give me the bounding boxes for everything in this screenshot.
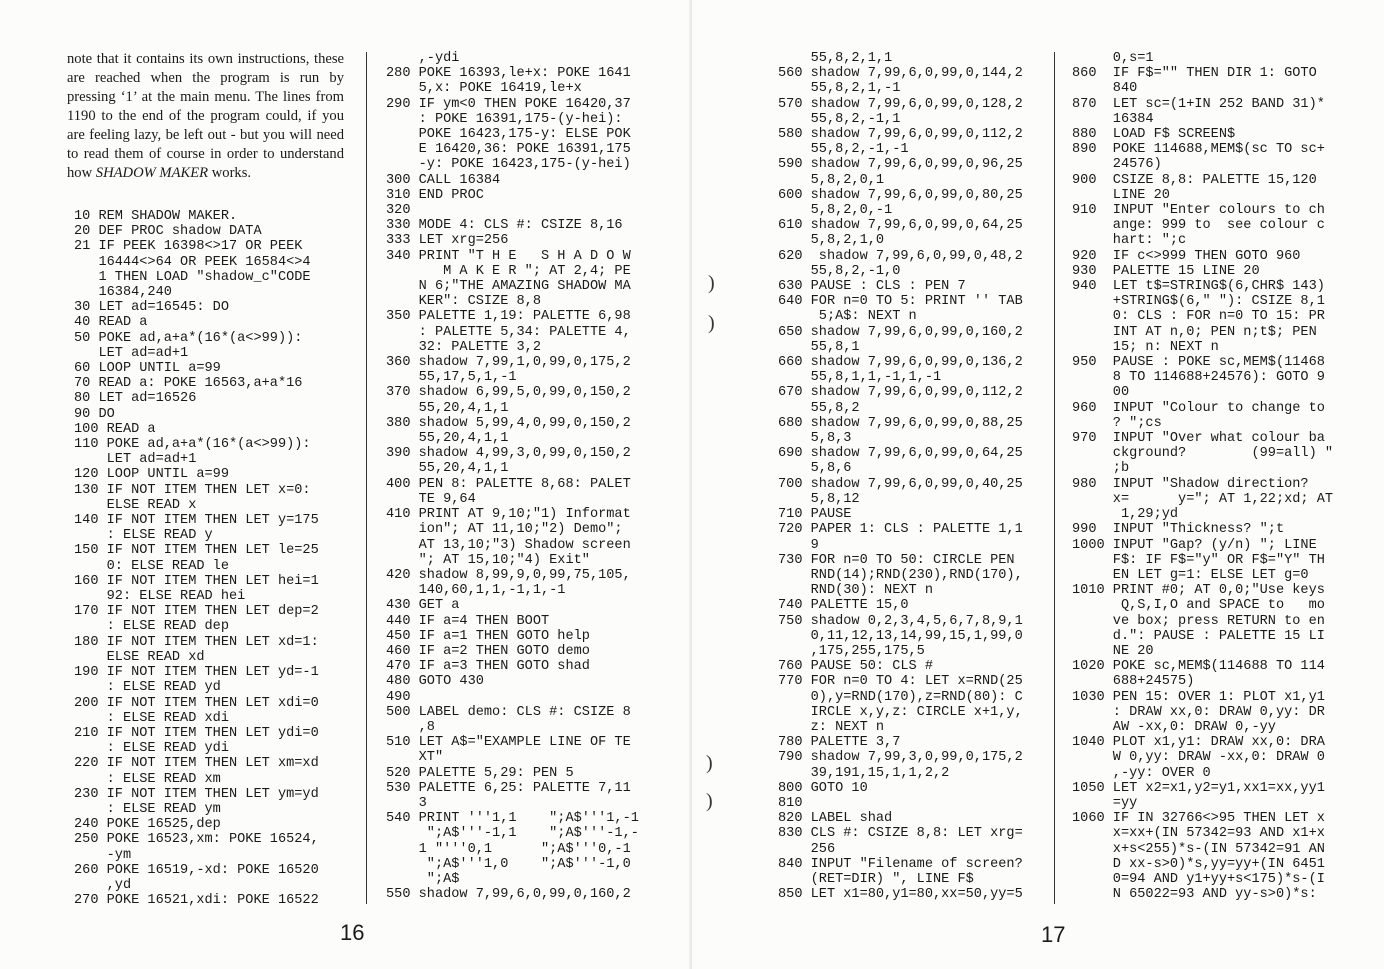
intro-text: note that it contains its own instructions, these are reached when the program is run by pressing ‘1’ at the main menu. The lines from 1190 to the end of the program could, if you are feeling lazy, be left out - but you will need to read them of course in order to understand how SHADOW MAKER works.	[67, 51, 344, 181]
left-code-column-2: ,-ydi 280 POKE 16393,le+x: POKE 1641 5,x: POKE 16419,le+x 290 IF ym<0 THEN POKE 16420,37 : POKE 16391,175-(y-hei): POKE 16423,175-y: ELSE POK E 16420,36: POKE 16391,175 -y: POKE 16423,175-(y-hei) 300 CALL 16384 310 END PROC 320 330 MODE 4: CLS #: CSIZE 8,16 333 LET xrg=256 340 PRINT "T H E S H A D O W M A K E R "; AT 2,4; PE N 6;"THE AMAZING SHADOW MA KER": CSIZE 8,8 350 PALETTE 1,19: PALETTE 6,98 : PALETTE 5,34: PALETTE 4, 32: PALETTE 3,2 360 shadow 7,99,1,0,99,0,175,2 55,17,5,1,-1 370 shadow 6,99,5,0,99,0,150,2 55,20,4,1,1 380 shadow 5,99,4,0,99,0,150,2 55,20,4,1,1 390 shadow 4,99,3,0,99,0,150,2 55,20,4,1,1 400 PEN 8: PALETTE 8,68: PALET TE 9,64 410 PRINT AT 9,10;"1) Informat ion"; AT 11,10;"2) Demo"; AT 13,10;"3) Shadow screen "; AT 15,10;"4) Exit" 420 shadow 8,99,9,0,99,75,105, 140,60,1,1,-1,1,-1 430 GET a 440 IF a=4 THEN BOOT 450 IF a=1 THEN GOTO help 460 IF a=2 THEN GOTO demo 470 IF a=3 THEN GOTO shad 480 GOTO 430 490 500 LABEL demo: CLS #: CSIZE 8 ,8 510 LET A$="EXAMPLE LINE OF TE XT" 520 PALETTE 5,29: PEN 5 530 PALETTE 6,25: PALETTE 7,11 3 540 PRINT '''1,1 ";A$'''1,-1 ";A$'''-1,1 ";A$'''-1,- 1 "'''0,1 ";A$'''0,-1 ";A$'''1,0 ";A$'''-1,0 ";A$ 550 shadow 7,99,6,0,99,0,160,2	[386, 51, 639, 903]
right-code-column-2: 0,s=1 860 IF F$="" THEN DIR 1: GOTO 840 870 LET sc=(1+IN 252 BAND 31)* 16384 880 LOAD F$ SCREEN$ 890 POKE 114688,MEM$(sc TO sc+ 24576) 900 CSIZE 8,8: PALETTE 15,120 LINE 20 910 INPUT "Enter colours to ch ange: 999 to see colour c hart: ";c 920 IF c<>999 THEN GOTO 960 930 PALETTE 15 LINE 20 940 LET t$=STRING$(6,CHR$ 143) +STRING$(6," "): CSIZE 8,1 0: CLS : FOR n=0 TO 15: PR INT AT n,0; PEN n;t$; PEN 15; n: NEXT n 950 PAUSE : POKE sc,MEM$(11468 8 TO 114688+24576): GOTO 9 00 960 INPUT "Colour to change to ? ";cs 970 INPUT "Over what colour ba ckground? (99=all) " ;b 980 INPUT "Shadow direction? x= y="; AT 1,22;xd; AT 1,29;yd 990 INPUT "Thickness? ";t 1000 INPUT "Gap? (y/n) "; LINE F$: IF F$="y" OR F$="Y" TH EN LET g=1: ELSE LET g=0 1010 PRINT #0; AT 0,0;"Use keys Q,S,I,O and SPACE to mo ve box; press RETURN to en d.": PAUSE : PALETTE 15 LI NE 20 1020 POKE sc,MEM$(114688 TO 114 688+24575) 1030 PEN 15: OVER 1: PLOT x1,y1 : DRAW xx,0: DRAW 0,yy: DR AW -xx,0: DRAW 0,-yy 1040 PLOT x1,y1: DRAW xx,0: DRA W 0,yy: DRAW -xx,0: DRAW 0 ,-yy: OVER 0 1050 LET x2=x1,y2=y1,xx1=xx,yy1 =yy 1060 IF IN 32766<>95 THEN LET x x=xx+(IN 57342=93 AND x1+x x+s<255)*s-(IN 57342=91 AN D xx-s>0)*s,yy=yy+(IN 6451 0=94 AND y1+yy+s<175)*s-(I N 65022=93 AND yy-s>0)*s:	[1072, 51, 1334, 903]
column-divider	[1054, 52, 1055, 904]
margin-mark: )	[706, 790, 713, 812]
right-code-column-1: 55,8,2,1,1 560 shadow 7,99,6,0,99,0,144,2 55,8,2,1,-1 570 shadow 7,99,6,0,99,0,128,2 55,8,2,-1,1 580 shadow 7,99,6,0,99,0,112,2 55,8,2,-1,-1 590 shadow 7,99,6,0,99,0,96,25 5,8,2,0,1 600 shadow 7,99,6,0,99,0,80,25 5,8,2,0,-1 610 shadow 7,99,6,0,99,0,64,25 5,8,2,1,0 620 shadow 7,99,6,0,99,0,48,2 55,8,2,-1,0 630 PAUSE : CLS : PEN 7 640 FOR n=0 TO 5: PRINT '' TAB 5;A$: NEXT n 650 shadow 7,99,6,0,99,0,160,2 55,8,1 660 shadow 7,99,6,0,99,0,136,2 55,8,1,1,-1,1,-1 670 shadow 7,99,6,0,99,0,112,2 55,8,2 680 shadow 7,99,6,0,99,0,88,25 5,8,3 690 shadow 7,99,6,0,99,0,64,25 5,8,6 700 shadow 7,99,6,0,99,0,40,25 5,8,12 710 PAUSE 720 PAPER 1: CLS : PALETTE 1,1 9 730 FOR n=0 TO 50: CIRCLE PEN RND(14);RND(230),RND(170), RND(30): NEXT n 740 PALETTE 15,0 750 shadow 0,2,3,4,5,6,7,8,9,1 0,11,12,13,14,99,15,1,99,0 ,175,255,175,5 760 PAUSE 50: CLS # 770 FOR n=0 TO 4: LET x=RND(25 0),y=RND(170),z=RND(80): C IRCLE x,y,z: CIRCLE x+1,y, z: NEXT n 780 PALETTE 3,7 790 shadow 7,99,3,0,99,0,175,2 39,191,15,1,1,2,2 800 GOTO 10 810 820 LABEL shad 830 CLS #: CSIZE 8,8: LET xrg= 256 840 INPUT "Filename of screen? (RET=DIR) ", LINE F$ 850 LET x1=80,y1=80,xx=50,yy=5	[778, 51, 1023, 903]
intro-paragraph	[67, 50, 344, 183]
margin-mark: )	[708, 312, 715, 334]
left-code-column-1: 10 REM SHADOW MAKER. 20 DEF PROC shadow DATA 21 IF PEEK 16398<>17 OR PEEK 16444<>64 OR PEEK 16584<>4 1 THEN LOAD "shadow_c"CODE 16384,240 30 LET ad=16545: DO 40 READ a 50 POKE ad,a+a*(16*(a<>99)): LET ad=ad+1 60 LOOP UNTIL a=99 70 READ a: POKE 16563,a+a*16 80 LET ad=16526 90 DO 100 READ a 110 POKE ad,a+a*(16*(a<>99)): LET ad=ad+1 120 LOOP UNTIL a=99 130 IF NOT ITEM THEN LET x=0: ELSE READ x 140 IF NOT ITEM THEN LET y=175 : ELSE READ y 150 IF NOT ITEM THEN LET le=25 0: ELSE READ le 160 IF NOT ITEM THEN LET hei=1 92: ELSE READ hei 170 IF NOT ITEM THEN LET dep=2 : ELSE READ dep 180 IF NOT ITEM THEN LET xd=1: ELSE READ xd 190 IF NOT ITEM THEN LET yd=-1 : ELSE READ yd 200 IF NOT ITEM THEN LET xdi=0 : ELSE READ xdi 210 IF NOT ITEM THEN LET ydi=0 : ELSE READ ydi 220 IF NOT ITEM THEN LET xm=xd : ELSE READ xm 230 IF NOT ITEM THEN LET ym=yd : ELSE READ ym 240 POKE 16525,dep 250 POKE 16523,xm: POKE 16524, -ym 260 POKE 16519,-xd: POKE 16520 ,yd 270 POKE 16521,xdi: POKE 16522	[74, 209, 319, 909]
program-name: SHADOW MAKER	[95, 165, 209, 181]
margin-mark: )	[708, 272, 715, 294]
page-number-right: 17	[1041, 922, 1066, 947]
margin-mark: )	[706, 752, 713, 774]
column-divider	[366, 52, 367, 904]
right-page	[692, 0, 1384, 969]
page-number-left: 16	[340, 920, 365, 945]
